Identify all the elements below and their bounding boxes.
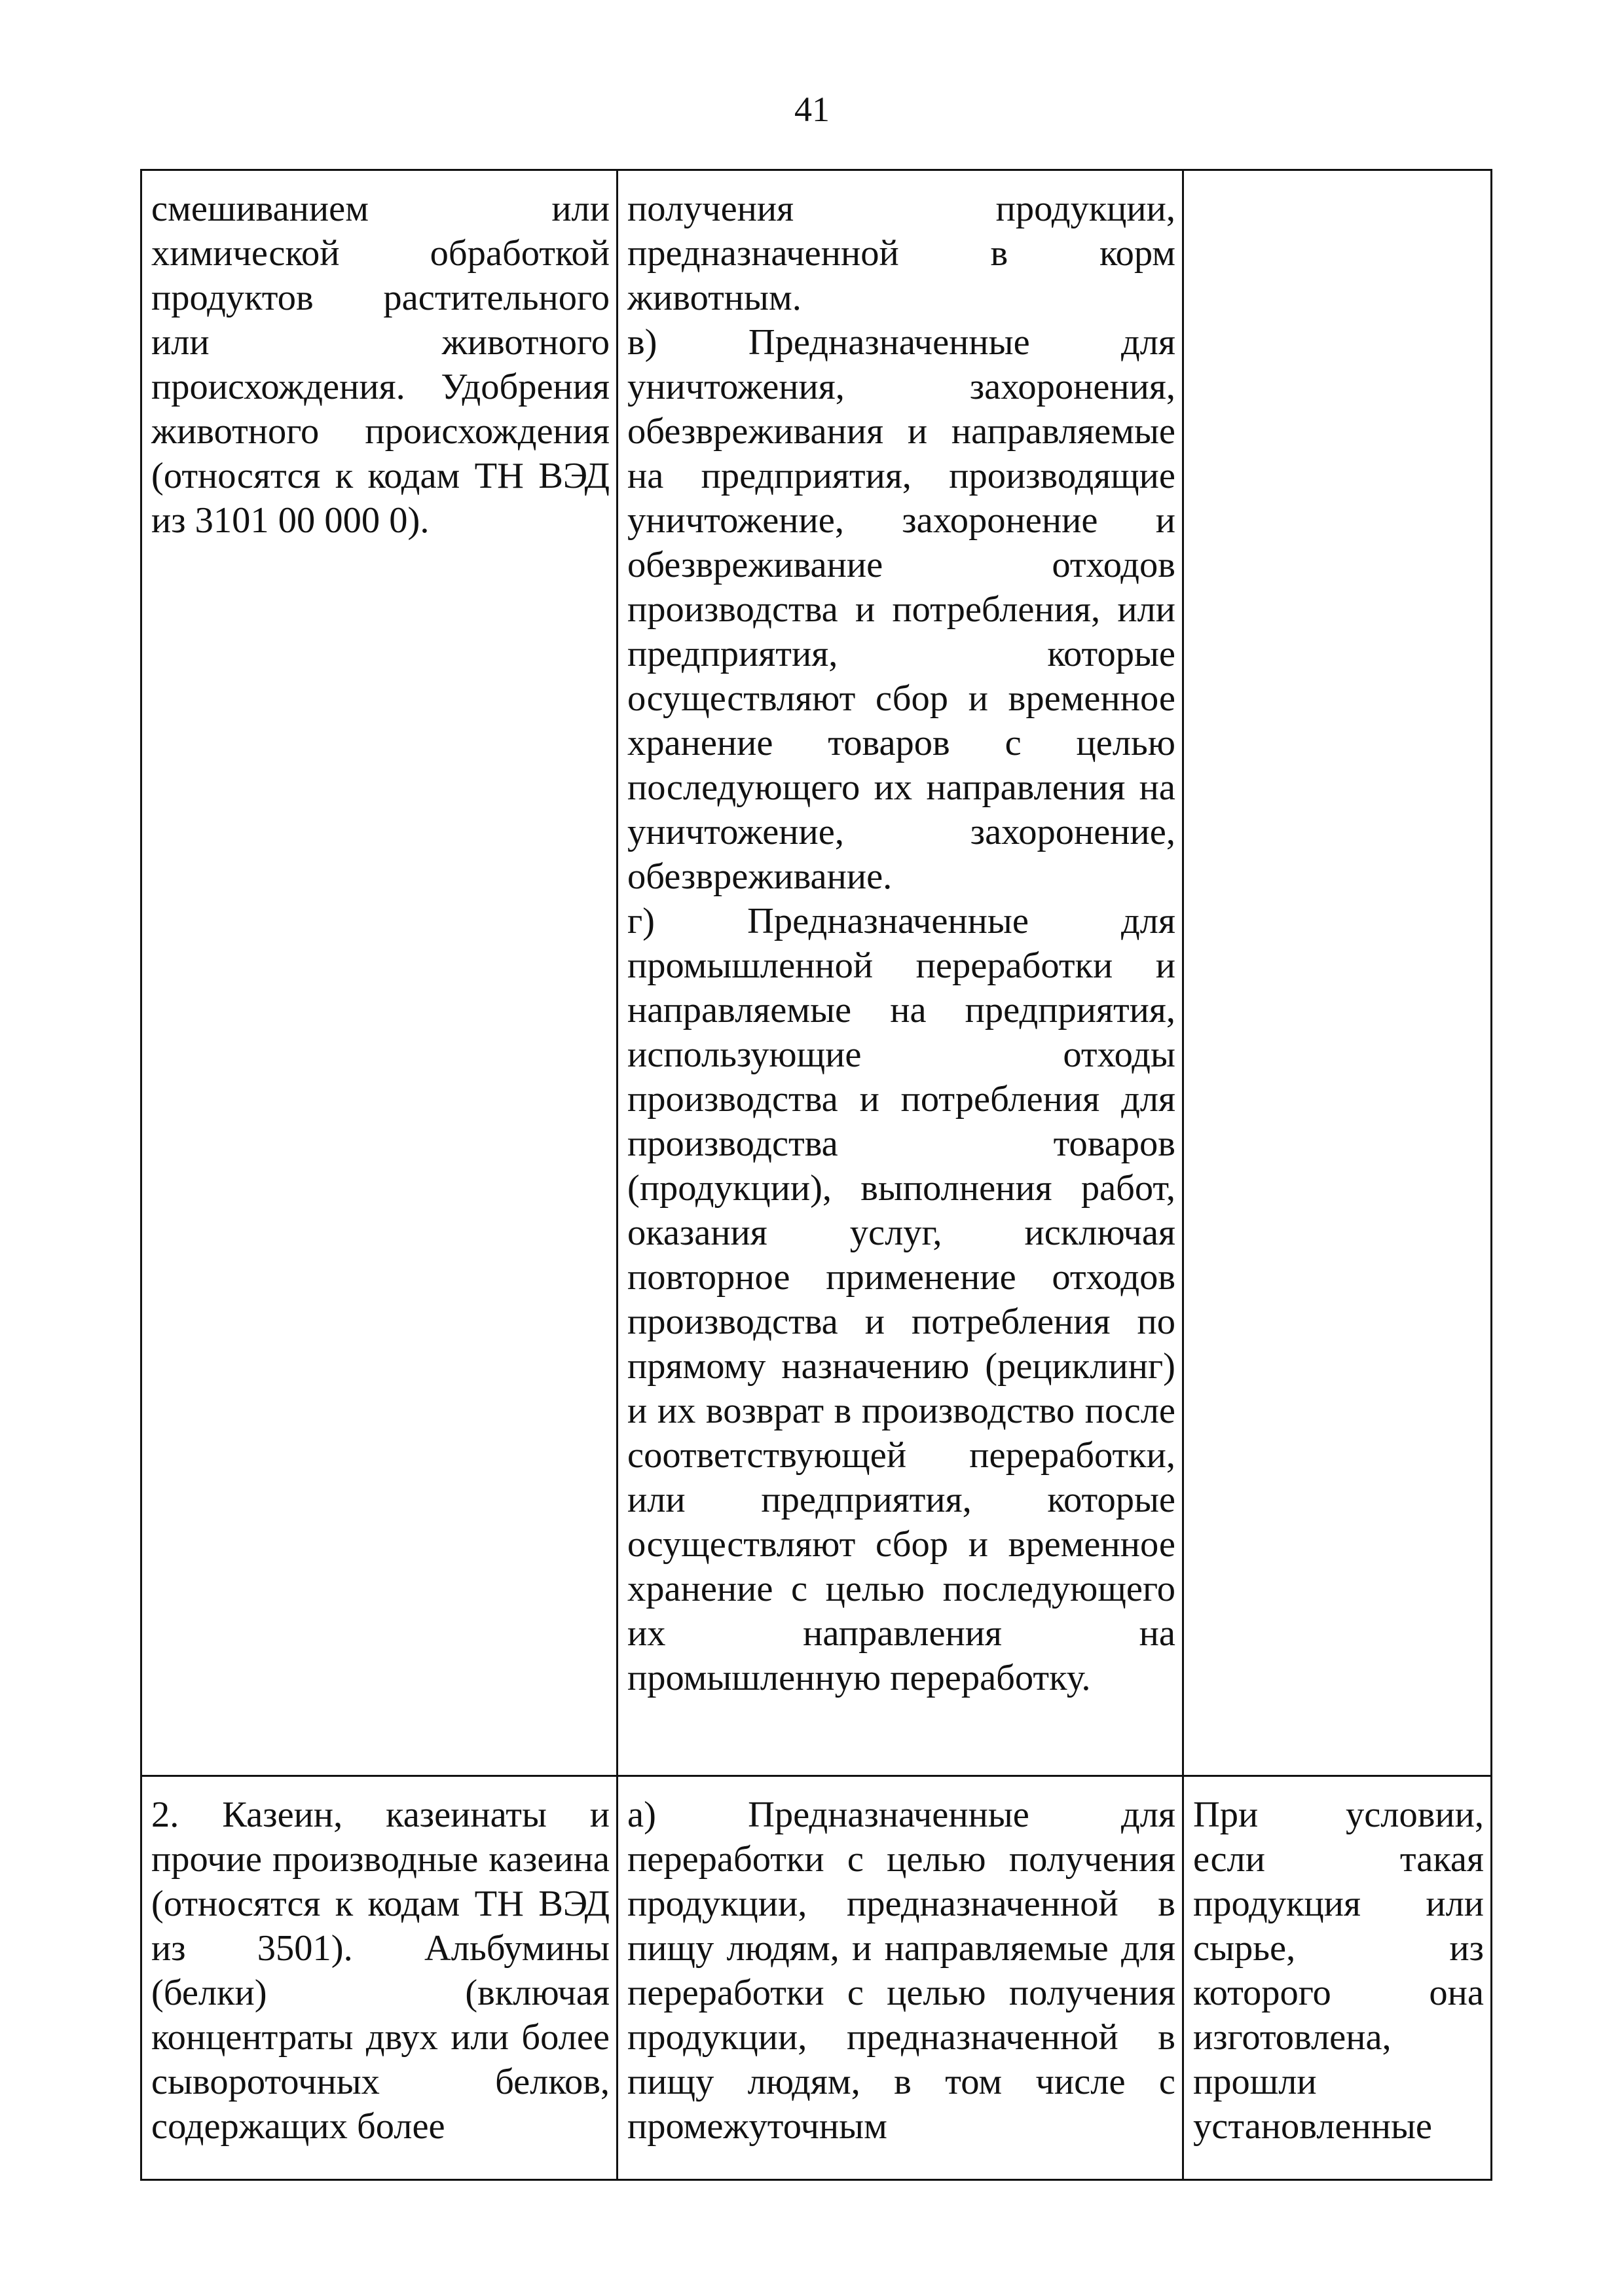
cell-text: 2. Казеин, казеинаты и прочие производные казеина (относятся к кодам ТН ВЭД из 3501). Альбумины (белки) (включая концентраты двух или более сывороточных белков, содержащих более xyxy=(151,1795,610,2147)
table-cell-condition xyxy=(1183,1776,1492,2180)
table-cell-product xyxy=(141,170,618,1776)
table-row xyxy=(141,170,1492,1776)
cell-text: а) Предназначенные для переработки с целью получения продукции, предназначенной в пищу людям, и направляемые для переработки с целью получения продукции, предназначенной в пищу людям, в том числе с промежуточным xyxy=(627,1795,1175,2147)
cell-text: г) Предназначенные для промышленной переработки и направляемые на предприятия, использующие отходы производства и потребления для производства товаров (продукции), выполнения работ, оказания услуг, исключая повторное применение отходов производства и потребления по прямому назначению (рециклинг) и их возврат в производство после соответствующей переработки, или предприятия, которые осуществляют сбор и временное хранение с целью последующего их направления на промышленную переработку. xyxy=(627,901,1175,1698)
table-cell-purpose xyxy=(618,170,1183,1776)
document-table xyxy=(140,169,1492,2181)
cell-text: смешиванием или химической обработкой продуктов растительного или животного происхождения. Удобрения животного происхождения (относятся к кодам ТН ВЭД из 3101 00 000 0). xyxy=(151,189,610,541)
cell-text: в) Предназначенные для уничтожения, захоронения, обезвреживания и направляемые на предприятия, производящие уничтожение, захоронение и обезвреживание отходов производства и потребления, или предприятия, которые осуществляют сбор и временное хранение товаров с целью последующего их направления на уничтожение, захоронение, обезвреживание. xyxy=(627,322,1175,897)
page-number: 41 xyxy=(794,90,830,129)
table-cell-purpose xyxy=(618,1776,1183,2180)
cell-text: получения продукции, предназначенной в корм животным. xyxy=(627,189,1175,318)
table-cell-product xyxy=(141,1776,618,2180)
table-cell-condition xyxy=(1183,170,1492,1776)
cell-text: При условии, если такая продукция или сырье, из которого она изготовлена, прошли установленные xyxy=(1193,1795,1484,2147)
table-row xyxy=(141,1776,1492,2180)
